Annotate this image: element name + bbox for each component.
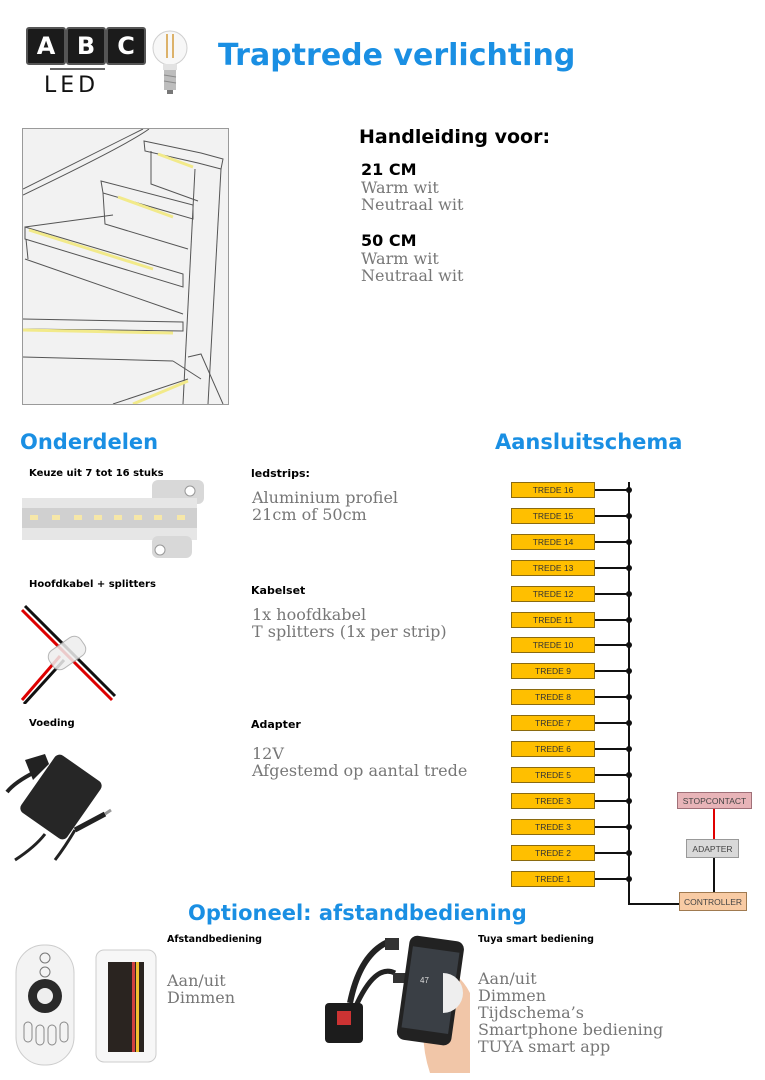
variant-size: 21 CM [361, 160, 417, 179]
part-label: Adapter [251, 718, 301, 731]
part-description-line: 1x hoofdkabel [252, 605, 367, 624]
step-wire [595, 878, 629, 880]
step-wire [595, 774, 629, 776]
feature-line: Aan/uit [478, 969, 537, 988]
step-box: TREDE 16 [511, 482, 595, 498]
led-strip-image [22, 478, 207, 563]
tuya-label: Tuya smart bediening [478, 934, 594, 945]
bus-to-controller-wire [628, 903, 680, 905]
step-wire [595, 593, 629, 595]
step-box: TREDE 7 [511, 715, 595, 731]
junction-node [626, 642, 632, 648]
step-wire [595, 826, 629, 828]
logo-divider [50, 68, 105, 70]
logo-letter: A [26, 27, 66, 65]
junction-node [626, 772, 632, 778]
step-wire [595, 619, 629, 621]
step-wire [595, 567, 629, 569]
part-description-line: Afgestemd op aantal trede [252, 761, 468, 780]
step-box: TREDE 12 [511, 586, 595, 602]
part-description-line: 21cm of 50cm [252, 505, 367, 524]
junction-node [626, 824, 632, 830]
junction-node [626, 668, 632, 674]
mains-wire [713, 809, 715, 839]
junction-node [626, 565, 632, 571]
junction-node [626, 850, 632, 856]
step-box: TREDE 8 [511, 689, 595, 705]
variant-option: Neutraal wit [361, 266, 464, 285]
step-box: TREDE 10 [511, 637, 595, 653]
part-description-line: T splitters (1x per strip) [252, 622, 447, 641]
variant-size: 50 CM [361, 231, 417, 250]
feature-line: Smartphone bediening [478, 1020, 664, 1039]
step-box: TREDE 5 [511, 767, 595, 783]
step-wire [595, 748, 629, 750]
junction-node [626, 746, 632, 752]
stairs-drawing [23, 129, 228, 404]
feature-line: Dimmen [478, 986, 547, 1005]
step-wire [595, 541, 629, 543]
junction-node [626, 617, 632, 623]
step-box: TREDE 9 [511, 663, 595, 679]
step-wire [595, 489, 629, 491]
junction-node [626, 876, 632, 882]
stairs-illustration [22, 128, 229, 405]
controller-box: CONTROLLER [679, 892, 747, 911]
cable-splitter-image [20, 604, 120, 704]
manual-heading: Handleiding voor: [359, 126, 551, 148]
tuya-features [478, 970, 663, 1055]
step-box: TREDE 13 [511, 560, 595, 576]
step-wire [595, 644, 629, 646]
step-box: TREDE 3 [511, 793, 595, 809]
feature-line: Tijdschema’s [478, 1003, 584, 1022]
stopcontact-box: STOPCONTACT [677, 792, 752, 809]
adapter-box: ADAPTER [686, 839, 739, 858]
light-bulb-icon [150, 26, 190, 98]
part-image-caption: Voeding [29, 718, 75, 729]
step-box: TREDE 3 [511, 819, 595, 835]
junction-node [626, 513, 632, 519]
junction-node [626, 539, 632, 545]
step-box: TREDE 14 [511, 534, 595, 550]
step-wire [595, 670, 629, 672]
remote-label: Afstandbediening [167, 934, 262, 945]
tuya-controller-phone-image [325, 933, 475, 1078]
step-wire [595, 722, 629, 724]
variant-option: Warm wit [361, 178, 439, 197]
logo-letter: C [106, 27, 146, 65]
junction-node [626, 487, 632, 493]
feature-line: Aan/uit [167, 971, 226, 990]
junction-node [626, 720, 632, 726]
logo-letter: B [66, 27, 106, 65]
junction-node [626, 694, 632, 700]
step-wire [595, 515, 629, 517]
part-description [252, 606, 447, 640]
logo-sub: LED [44, 73, 100, 98]
part-description-line: 12V [252, 744, 284, 763]
optional-title: Optioneel: afstandbediening [188, 901, 527, 925]
power-adapter-image [5, 752, 115, 862]
step-box: TREDE 1 [511, 871, 595, 887]
schema-title: Aansluitschema [495, 430, 683, 454]
part-image-caption: Keuze uit 7 tot 16 stuks [29, 468, 164, 479]
feature-line: Dimmen [167, 988, 236, 1007]
step-wire [595, 852, 629, 854]
part-label: ledstrips: [251, 467, 310, 480]
feature-line: TUYA smart app [478, 1037, 611, 1056]
part-description [252, 489, 398, 523]
step-wire [595, 696, 629, 698]
step-box: TREDE 2 [511, 845, 595, 861]
remote-and-controller-image [8, 940, 158, 1075]
part-image-caption: Hoofdkabel + splitters [29, 579, 156, 590]
page-title: Traptrede verlichting [218, 38, 576, 73]
parts-title: Onderdelen [20, 430, 159, 454]
step-box: TREDE 11 [511, 612, 595, 628]
junction-node [626, 798, 632, 804]
variant-21cm [361, 160, 463, 213]
variant-option: Neutraal wit [361, 195, 464, 214]
part-description [252, 745, 467, 779]
junction-node [626, 591, 632, 597]
part-label: Kabelset [251, 584, 306, 597]
step-box: TREDE 15 [511, 508, 595, 524]
variant-option: Warm wit [361, 249, 439, 268]
step-wire [595, 800, 629, 802]
adapter-to-controller-wire [713, 858, 715, 893]
phone-readout: 47 [420, 976, 429, 985]
step-box: TREDE 6 [511, 741, 595, 757]
remote-features [167, 972, 235, 1006]
part-description-line: Aluminium profiel [252, 488, 399, 507]
variant-50cm [361, 231, 463, 284]
